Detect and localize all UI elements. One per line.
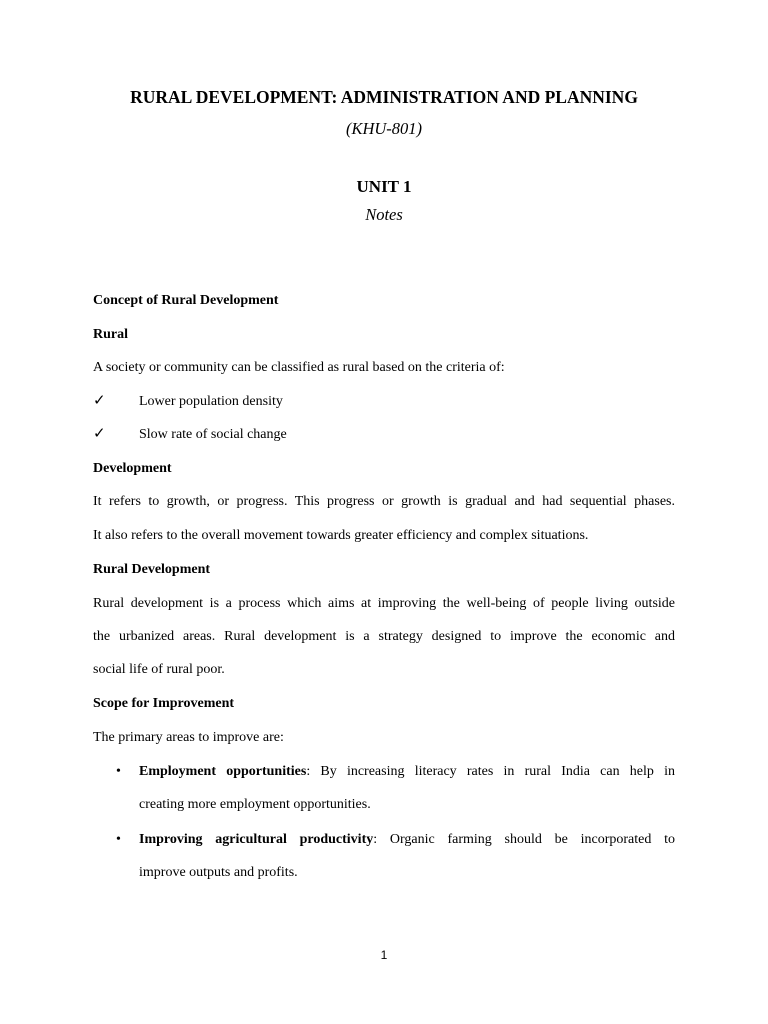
rural-development-text-line: the urbanized areas. Rural development is a strategy designed to improve the economic and	[93, 629, 675, 644]
concept-heading: Concept of Rural Development	[93, 293, 279, 308]
rural-development-heading: Rural Development	[93, 562, 211, 577]
unit-heading: UNIT 1	[356, 177, 412, 196]
notes-subtitle: Notes	[365, 205, 403, 224]
development-heading: Development	[93, 461, 172, 476]
development-text-line: It refers to growth, or progress. This progress or growth is gradual and had sequential phases.	[93, 494, 675, 509]
area-item-line: creating more employment opportunities.	[139, 797, 371, 812]
area-term: Improving agricultural productivity	[139, 832, 374, 847]
rural-development-text-line: social life of rural poor.	[93, 662, 225, 677]
area-term: Employment opportunities	[139, 764, 307, 779]
scope-heading: Scope for Improvement	[93, 696, 235, 711]
document-title: RURAL DEVELOPMENT: ADMINISTRATION AND PLANNING	[130, 87, 638, 107]
bullet-icon: •	[116, 764, 121, 779]
area-text: : By increasing literacy rates in rural India can help in	[306, 764, 675, 779]
area-text: : Organic farming should be incorporated to	[373, 832, 675, 847]
rural-development-text-line: Rural development is a process which aims at improving the well-being of people living outside	[93, 596, 675, 611]
page-number: 1	[380, 948, 388, 962]
area-item-line: improve outputs and profits.	[139, 865, 298, 880]
criteria-item: Slow rate of social change	[139, 427, 287, 442]
area-item-line	[139, 831, 675, 849]
check-icon: ✓	[93, 393, 106, 409]
area-item-line	[139, 763, 675, 781]
rural-intro: A society or community can be classified as rural based on the criteria of:	[93, 360, 505, 375]
development-text-line: It also refers to the overall movement towards greater efficiency and complex situations.	[93, 528, 589, 543]
criteria-item: Lower population density	[139, 394, 283, 409]
scope-intro: The primary areas to improve are:	[93, 730, 284, 745]
bullet-icon: •	[116, 832, 121, 847]
course-code: (KHU-801)	[345, 119, 423, 138]
rural-heading: Rural	[93, 327, 128, 342]
check-icon: ✓	[93, 426, 106, 442]
